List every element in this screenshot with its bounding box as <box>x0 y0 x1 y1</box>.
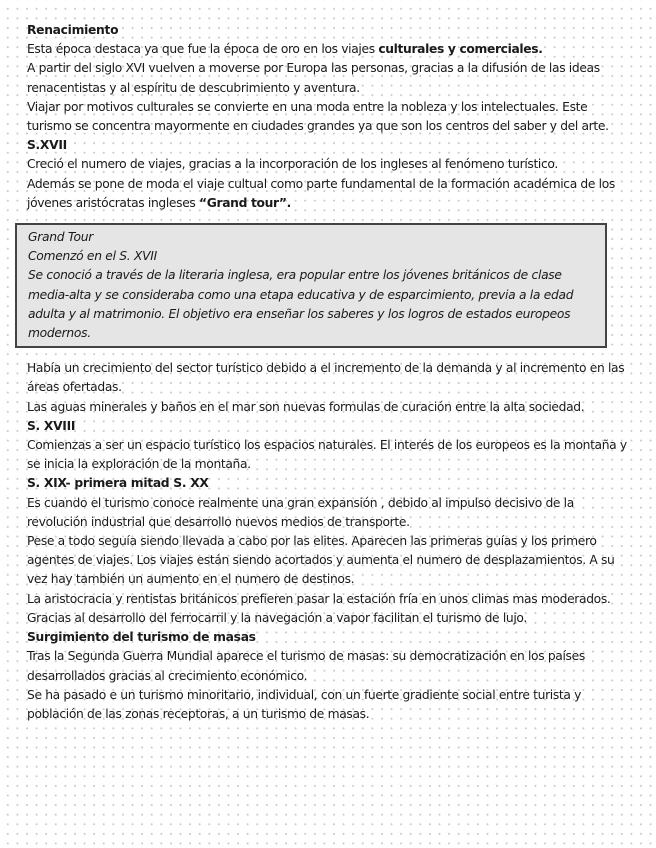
paragraph-text: Además se pone de moda el viaje cultual como parte fundamental de la formación académica de los jóvenes aristócratas ingleses <box>27 176 615 210</box>
paragraph: Pese a todo seguía siendo llevada a cabo por las elites. Aparecen las primeras guías y los primero agentes de viajes. Los viajes están siendo acortados y aumenta el numero de desplazamientos. A su vez hay también un aumento en el numero de destinos. <box>27 534 615 587</box>
heading-s18: S. XVIII <box>27 418 76 433</box>
document-page <box>27 21 627 724</box>
section-s17 <box>27 136 627 213</box>
heading-renacimiento: Renacimiento <box>27 23 119 37</box>
section-s18 <box>27 417 627 475</box>
callout-subtitle: Comenzó en el S. XVII <box>28 249 157 264</box>
paragraph <box>27 40 627 59</box>
paragraph: A partir del siglo XVI vuelven a moverse por Europa las personas, gracias a la difusión de las ideas renacentistas y al espíritu de descubrimiento y aventura. <box>27 61 600 95</box>
paragraph-text: Esta época destaca ya que fue la época de oro en los viajes <box>27 42 379 57</box>
paragraph: Comienzas a ser un espacio turístico los espacios naturales. El interés de los europeos es la montaña y se inicia la exploración de la montaña. <box>27 438 627 472</box>
paragraph: Tras la Segunda Guerra Mundial aparece el turismo de masas: su democratización en los países desarrollados gracias al crecimiento económico. <box>27 649 585 683</box>
paragraph <box>27 175 627 213</box>
heading-turismo-masas: Surgimiento del turismo de masas <box>27 630 256 645</box>
heading-s19: S. XIX- primera mitad S. XX <box>27 476 209 491</box>
section-s19 <box>27 474 627 628</box>
paragraph: Se ha pasado e un turismo minoritario, individual, con un fuerte gradiente social entre turista y población de las zonas receptoras, a un turismo de masas. <box>27 687 582 721</box>
bold-text: “Grand tour”. <box>199 195 291 210</box>
callout-body: Se conoció a través de la literaria inglesa, era popular entre los jóvenes británicos de clase media-alta y se consideraba como una etapa educativa y de esparcimiento, previa a la edad adulta y al matrimonio. El objetivo era enseñar los saberes y los logros de estados europeos modernos. <box>28 268 574 341</box>
paragraph: Viajar por motivos culturales se convierte en una moda entre la nobleza y los intelectuales. Este turismo se concentra mayormente en ciudades grandes ya que son los centros del saber y del arte. <box>27 99 609 134</box>
paragraph: Creció el numero de viajes, gracias a la incorporación de los ingleses al fenómeno turístico. <box>27 157 558 172</box>
heading-s17: S.XVII <box>27 138 67 153</box>
section-turismo-masas <box>27 628 627 724</box>
paragraph: Es cuando el turismo conoce realmente una gran expansión , debido al impulso decisivo de la revolución industrial que desarrollo nuevos medios de transporte. <box>27 495 574 529</box>
bold-text: culturales y comerciales. <box>378 42 543 57</box>
section-renacimiento <box>27 21 627 136</box>
callout-title: Grand Tour <box>28 230 93 245</box>
grand-tour-callout-box <box>15 223 607 348</box>
section-after-box <box>27 359 627 417</box>
paragraph: Las aguas minerales y baños en el mar son nuevas formulas de curación entre la alta sociedad. <box>27 399 585 414</box>
paragraph: Había un crecimiento del sector turístico debido a el incremento de la demanda y al incremento en las áreas ofertadas. <box>27 361 625 395</box>
paragraph: La aristocracia y rentistas británicos prefieren pasar la estación fría en unos climas mas moderados. Gracias al desarrollo del ferrocarril y la navegación a vapor facilitan el turismo de lujo. <box>27 591 611 625</box>
